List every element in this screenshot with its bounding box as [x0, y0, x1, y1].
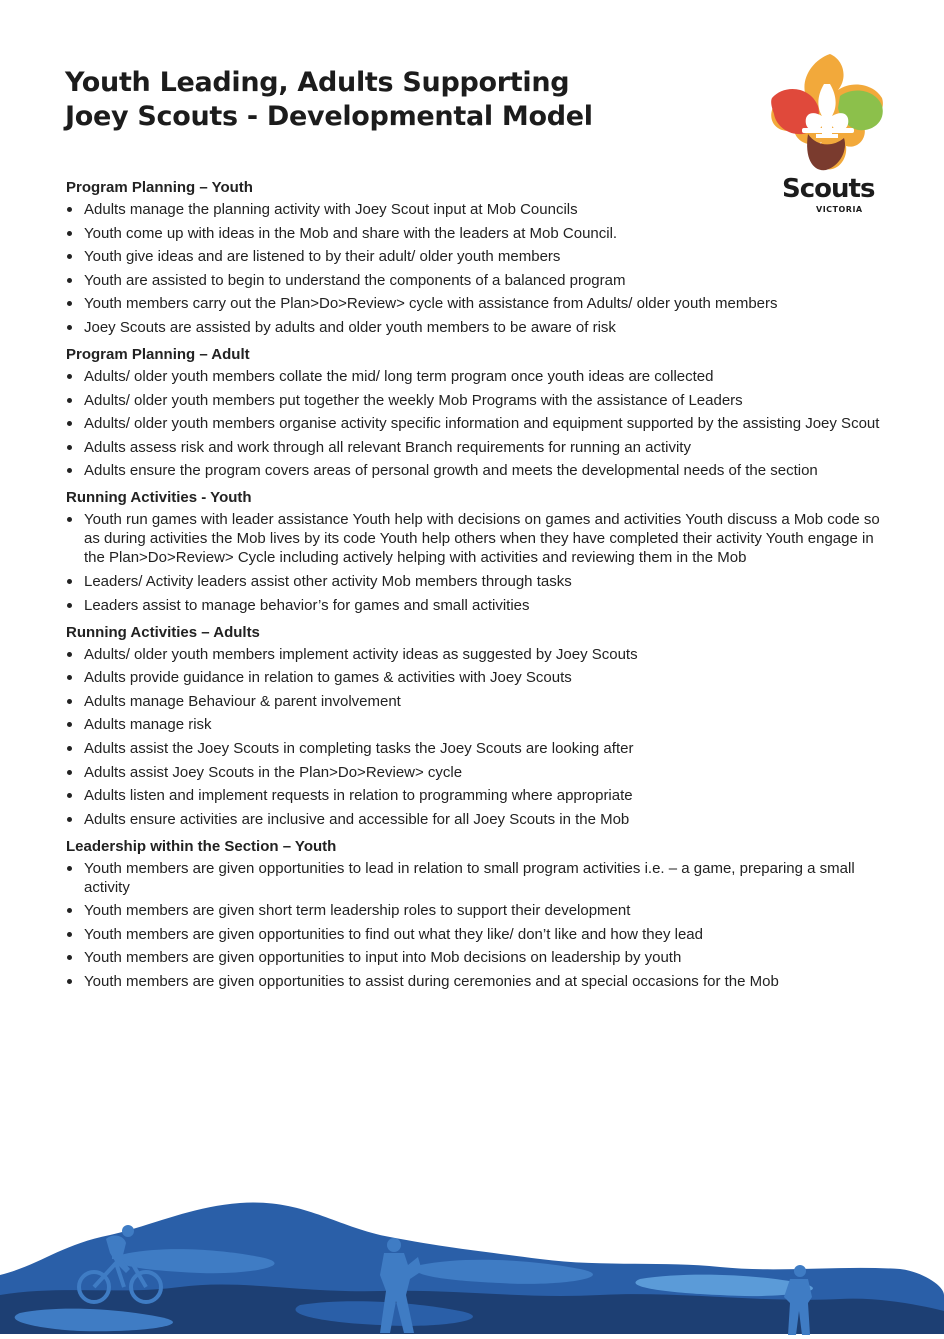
list-item: Youth come up with ideas in the Mob and share with the leaders at Mob Council. — [66, 224, 881, 243]
cyclist-icon — [76, 1223, 166, 1308]
list-item: Adults manage the planning activity with Joey Scout input at Mob Councils — [66, 200, 881, 219]
section — [66, 345, 881, 480]
section-heading: Running Activities - Youth — [66, 489, 252, 507]
list-item: Adults/ older youth members organise activity specific information and equipment supported by the assisting Joey Scout — [66, 414, 881, 433]
landscape-illustration — [0, 1195, 944, 1334]
list-item: Adults/ older youth members implement activity ideas as suggested by Joey Scouts — [66, 645, 881, 664]
list-item: Adults ensure the program covers areas of personal growth and meets the developmental needs of the section — [66, 461, 881, 480]
list-item: Adults listen and implement requests in relation to programming where appropriate — [66, 786, 881, 805]
section-heading: Running Activities – Adults — [66, 623, 260, 641]
list-item: Leaders assist to manage behavior’s for games and small activities — [66, 596, 881, 615]
section-heading: Leadership within the Section – Youth — [66, 837, 337, 855]
list-item: Youth are assisted to begin to understand the components of a balanced program — [66, 271, 881, 290]
bullet-list — [66, 859, 881, 991]
section — [66, 488, 881, 614]
section — [66, 178, 881, 337]
title-line-2: Joey Scouts - Developmental Model — [65, 101, 593, 132]
title-line-1: Youth Leading, Adults Supporting — [65, 67, 570, 98]
page-title — [65, 66, 593, 134]
section — [66, 623, 881, 829]
list-item: Youth give ideas and are listened to by their adult/ older youth members — [66, 247, 881, 266]
document-body — [66, 178, 881, 999]
section-heading: Program Planning – Adult — [66, 345, 250, 363]
list-item: Youth members are given opportunities to input into Mob decisions on leadership by youth — [66, 948, 881, 967]
list-item: Leaders/ Activity leaders assist other activity Mob members through tasks — [66, 572, 881, 591]
list-item: Adults assess risk and work through all relevant Branch requirements for running an activity — [66, 438, 881, 457]
list-item: Adults manage Behaviour & parent involvement — [66, 692, 881, 711]
list-item: Joey Scouts are assisted by adults and older youth members to be aware of risk — [66, 318, 881, 337]
list-item: Youth members are given short term leadership roles to support their development — [66, 901, 881, 920]
list-item: Youth run games with leader assistance Youth help with decisions on games and activities Youth discuss a Mob code so as during activities the Mob lives by its code Youth help others when they have completed their activity Youth engage in the Plan>Do>Review> Cycle including actively helping with activities and reviewing them in the Mob — [66, 510, 881, 567]
list-item: Youth members are given opportunities to assist during ceremonies and at special occasions for the Mob — [66, 972, 881, 991]
list-item: Adults/ older youth members collate the mid/ long term program once youth ideas are collected — [66, 367, 881, 386]
list-item: Adults ensure activities are inclusive and accessible for all Joey Scouts in the Mob — [66, 810, 881, 829]
list-item: Youth members are given opportunities to lead in relation to small program activities i.e. – a game, preparing a small activity — [66, 859, 881, 897]
bullet-list — [66, 510, 881, 614]
list-item: Adults/ older youth members put together the weekly Mob Programs with the assistance of Leaders — [66, 391, 881, 410]
bullet-list — [66, 645, 881, 829]
list-item: Adults manage risk — [66, 715, 881, 734]
hiker-icon — [370, 1235, 430, 1335]
list-item: Youth members are given opportunities to find out what they like/ don’t like and how they lead — [66, 925, 881, 944]
list-item: Youth members carry out the Plan>Do>Review> cycle with assistance from Adults/ older youth members — [66, 294, 881, 313]
section-heading: Program Planning – Youth — [66, 179, 253, 196]
list-item: Adults assist the Joey Scouts in completing tasks the Joey Scouts are looking after — [66, 739, 881, 758]
hiker-icon — [774, 1263, 824, 1335]
logo-wordmark: Scouts — [782, 174, 875, 204]
bullet-list — [66, 367, 881, 480]
list-item: Adults provide guidance in relation to games & activities with Joey Scouts — [66, 668, 881, 687]
list-item: Adults assist Joey Scouts in the Plan>Do>Review> cycle — [66, 763, 881, 782]
logo-subtitle: VICTORIA — [816, 205, 863, 214]
bullet-list — [66, 200, 881, 337]
section — [66, 837, 881, 991]
